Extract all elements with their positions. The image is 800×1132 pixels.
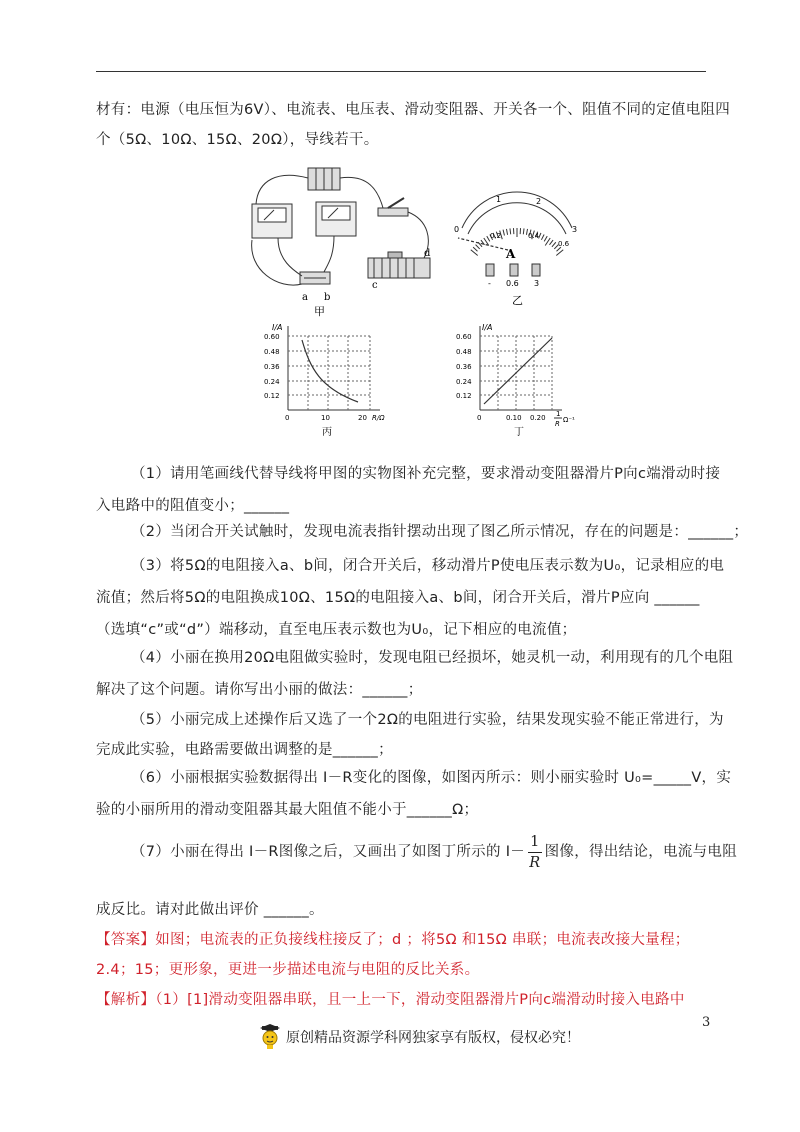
ding-ytick-3: 0.24	[456, 378, 472, 386]
q5-line-1: （5）小丽完成上述操作后又选了一个2Ω的电阻进行实验，结果发现实验不能正常进行，为	[131, 712, 724, 728]
ding-ytick-1: 0.48	[456, 348, 472, 356]
yi-outer-0: 0	[454, 225, 460, 234]
q4-line-1: （4）小丽在换用20Ω电阻做实验时，发现电阻已经损坏，她灵机一动，利用现有的几个电阻	[131, 650, 734, 666]
bing-ytick-3: 0.24	[264, 378, 280, 386]
ding-ytick-4: 0.12	[456, 392, 472, 400]
q7-line-1	[131, 828, 743, 876]
dial-tick	[552, 242, 556, 247]
dial-tick	[510, 228, 511, 234]
terminal-c-label: c	[372, 280, 378, 291]
q1-line-2: 入电路中的阻值变小；______	[96, 498, 290, 514]
dial-tick	[506, 229, 507, 235]
ding-xlabel-unit: Ω⁻¹	[563, 416, 575, 424]
q7-frac-num: 1	[528, 832, 542, 853]
ding-ytick-0: 0.60	[456, 333, 472, 341]
terminal-d-label: d	[424, 248, 431, 259]
q5-line-2: 完成此实验，电路需要做出调整的是______；	[96, 742, 393, 758]
bing-curve	[302, 340, 358, 402]
figure-bing-graph	[258, 318, 398, 438]
dial-tick	[544, 236, 547, 241]
yi-inner-2: 0.4	[528, 232, 540, 240]
bing-ytick-0: 0.60	[264, 333, 280, 341]
bing-xlabel: R/Ω	[372, 414, 385, 422]
q7-post: 图像，得出结论，电流与电阻	[544, 844, 738, 860]
q3-line-2: 流值；然后将5Ω的电阻换成10Ω、15Ω的电阻接入a、b间，闭合开关后，滑片P应向 ______	[96, 590, 700, 606]
answer-line-1: 【答案】如图；电流表的正负接线柱接反了；d ；将5Ω 和15Ω 串联；电流表改接大量程；	[96, 932, 690, 948]
q6-line-2: 验的小丽所用的滑动变阻器其最大阻值不能小于______Ω；	[96, 802, 479, 818]
yi-term-1: 0.6	[506, 279, 519, 288]
q7-fraction	[528, 832, 542, 873]
q7-line-2: 成反比。请对此做出评价 ______。	[96, 902, 324, 918]
ding-xtick-2: 0.20	[530, 414, 546, 422]
yi-outer-1: 1	[496, 195, 502, 204]
dial-tick	[476, 245, 480, 249]
figure-jia-circuit	[238, 160, 448, 320]
bing-ytick-1: 0.48	[264, 348, 280, 356]
mascot-icon	[258, 1024, 282, 1050]
q3-line-1: （3）将5Ω的电阻接入a、b间，闭合开关后，移动滑片P使电压表示数为U₀，记录相应的电	[131, 558, 725, 574]
footer-text: 原创精品资源学科网独家享有版权，侵权必究！	[286, 1030, 580, 1046]
page-number: 3	[702, 1015, 711, 1030]
bing-ytick-4: 0.12	[264, 392, 280, 400]
q6-line-1: （6）小丽根据实验数据得出 I－R变化的图像，如图丙所示：则小丽实验时 U₀=_____V，实	[131, 770, 732, 786]
dial-tick	[473, 247, 477, 251]
q7-pre: （7）小丽在得出 I－R图像之后，又画出了如图丁所示的 I－	[131, 844, 526, 860]
bing-xtick-0: 0	[285, 414, 290, 422]
dial-tick	[523, 228, 524, 234]
yi-outer-3: 3	[572, 225, 578, 234]
terminal-a-label: a	[302, 292, 308, 303]
ding-xlabel-den: R	[555, 420, 560, 428]
figure-yi-caption: 乙	[512, 294, 523, 307]
bing-xtick-1: 10	[321, 414, 330, 422]
dial-tick	[549, 240, 553, 245]
bing-xtick-2: 20	[358, 414, 367, 422]
yi-unit: A	[506, 247, 516, 261]
figure-yi-ammeter	[448, 188, 588, 308]
dial-tick	[503, 230, 504, 236]
terminal-b-label: b	[324, 292, 331, 303]
yi-term-0: -	[488, 279, 491, 288]
yi-inner-1: 0.2	[490, 232, 502, 240]
yi-inner-3: 0.6	[558, 240, 570, 248]
ding-xlabel-num: 1	[556, 410, 561, 418]
header-rule	[96, 71, 706, 72]
footer	[258, 1024, 580, 1050]
q4-line-2: 解决了这个问题。请你写出小丽的做法：______；	[96, 682, 423, 698]
q2-line: （2）当闭合开关试触时，发现电流表指针摆动出现了图乙所示情况，存在的问题是：______；	[131, 524, 749, 540]
yi-outer-2: 2	[536, 197, 542, 206]
bing-ylabel: I/A	[272, 323, 283, 332]
yi-term-2: 3	[534, 279, 540, 288]
q3-line-3: （选填“c”或“d”）端移动，直至电压表示数也为U₀，记下相应的电流值；	[96, 622, 577, 638]
answer-line-2: 2.4；15；更形象，更进一步描述电流与电阻的反比关系。	[96, 962, 480, 978]
ding-ylabel: I/A	[482, 323, 493, 332]
q1-line-1: （1）请用笔画线代替导线将甲图的实物图补充完整，要求滑动变阻器滑片P向c端滑动时接	[131, 466, 721, 482]
figure-ding-graph	[450, 318, 590, 438]
dial-tick	[541, 234, 544, 239]
figure-bing-caption: 丙	[322, 427, 332, 438]
figure-jia-caption: 甲	[314, 305, 325, 318]
ding-ytick-2: 0.36	[456, 363, 472, 371]
figure-ding-caption: 丁	[514, 427, 524, 438]
q7-frac-den: R	[529, 854, 541, 871]
ding-xtick-1: 0.10	[506, 414, 522, 422]
ding-line	[484, 338, 552, 404]
bing-ytick-2: 0.36	[264, 363, 280, 371]
materials-line-2: 个（5Ω、10Ω、15Ω、20Ω），导线若干。	[96, 132, 379, 148]
materials-line-1: 材有：电源（电压恒为6V）、电流表、电压表、滑动变阻器、开关各一个、阻值不同的定值电阻四	[96, 102, 731, 118]
analysis-line: 【解析】（1）[1]滑动变阻器串联，且一上一下，滑动变阻器滑片P向c端滑动时接入电路中	[96, 992, 685, 1008]
ding-xtick-0: 0	[477, 414, 482, 422]
